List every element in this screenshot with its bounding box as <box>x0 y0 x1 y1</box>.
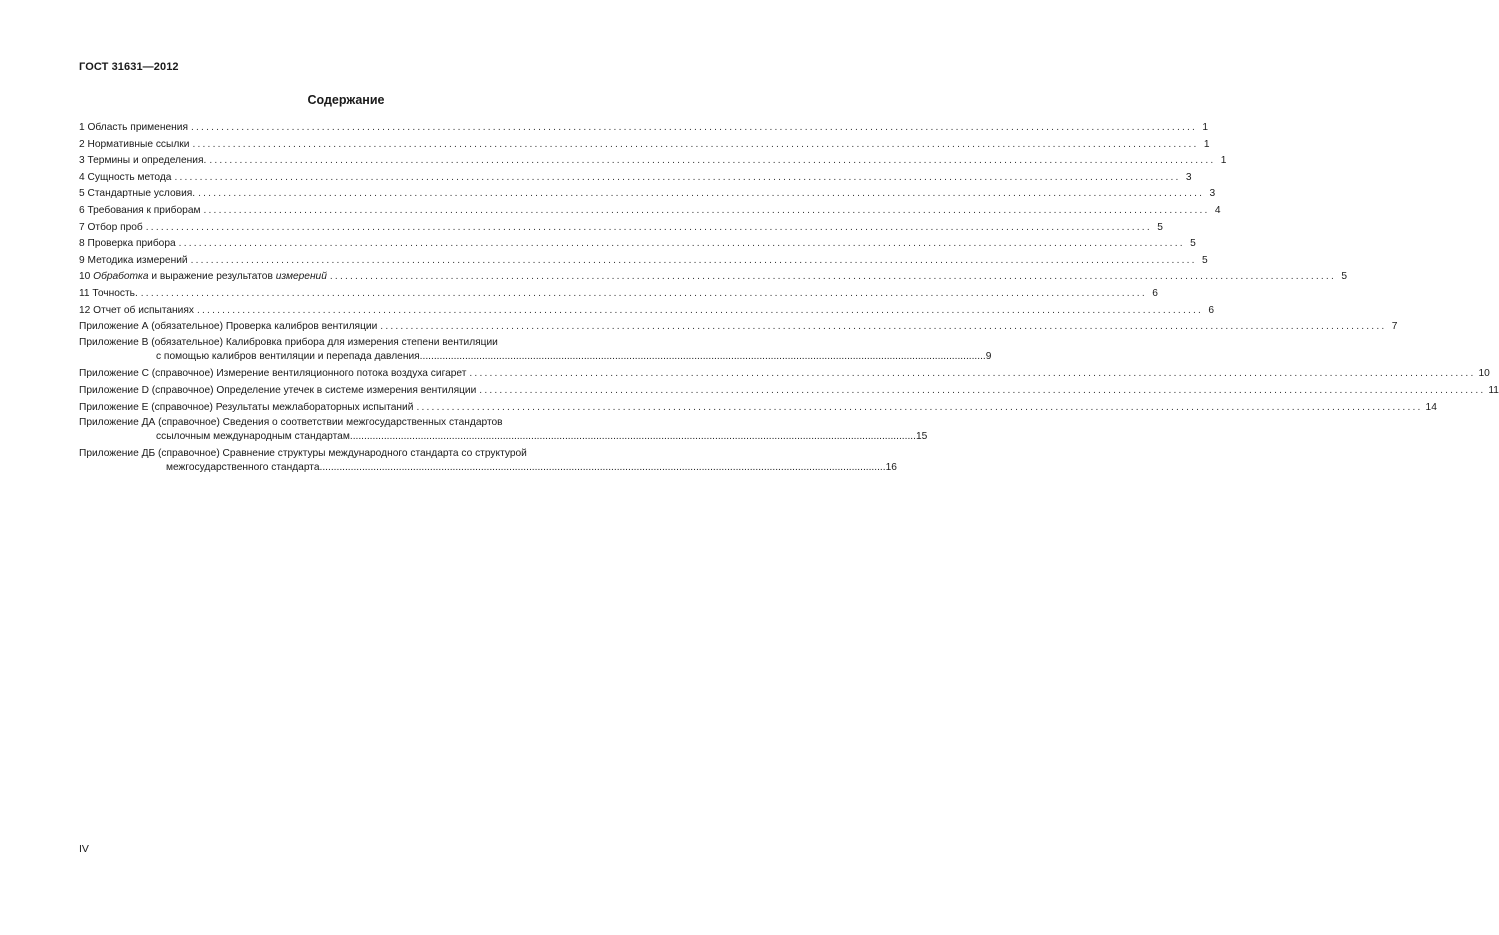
toc-entry-label-line2: ссылочным международным стандартам <box>156 431 350 443</box>
toc-leader-dots: ........................................................................................................................................................................................................ <box>329 271 1336 283</box>
toc-entry-page: 6 <box>1152 287 1158 299</box>
toc-leader-dots: ........................................................................................................................................................................................................ <box>190 122 1198 133</box>
page-title: Содержание <box>307 93 385 107</box>
toc-entry-1[interactable] <box>79 120 1209 137</box>
toc-entry-label: Приложение А (обязательное) Проверка калибров вентиляции <box>79 321 378 333</box>
toc-entry-page: 5 <box>1341 271 1347 283</box>
toc-leader-dots: ........................................................................................................................................................................................................ <box>419 350 986 362</box>
toc-leader-dots: ........................................................................................................................................................................................................ <box>349 431 916 443</box>
toc-entry-page: 4 <box>1214 204 1221 216</box>
toc-entry-page: 1 <box>1202 122 1209 133</box>
toc-entry-11[interactable] <box>79 286 1158 303</box>
label-part: и выражение результатов <box>148 271 276 283</box>
label-part-italic: Обработка <box>93 271 149 283</box>
toc-entry-page: 14 <box>1425 401 1437 413</box>
toc-entry-label: 12 Отчет об испытаниях <box>79 304 194 316</box>
toc-leader-dots: ........................................................................................................................................................................................................ <box>203 204 1210 216</box>
toc-leader-dots: ........................................................................................................................................................................................................ <box>192 138 1199 150</box>
toc-entry-appendix-c[interactable] <box>79 366 1490 383</box>
toc-leader-dots: ........................................................................................................................................................................................................ <box>209 155 1216 167</box>
toc-entry-page: 9 <box>985 350 992 362</box>
document-header-standard: ГОСТ 31631—2012 <box>79 61 179 73</box>
toc-leader-dots: ........................................................................................................................................................................................................ <box>190 254 1197 266</box>
toc-entry-page: 16 <box>885 461 897 473</box>
toc-entry-label: 8 Проверка прибора <box>79 238 176 250</box>
toc-entry-3[interactable] <box>79 153 1227 170</box>
toc-entry-page: 1 <box>1220 155 1227 167</box>
toc-leader-dots: ........................................................................................................................................................................................................ <box>196 304 1204 316</box>
toc-entry-9[interactable] <box>79 253 1208 270</box>
toc-entry-2[interactable] <box>79 137 1210 154</box>
toc-entry-label: 2 Нормативные ссылки <box>79 138 190 150</box>
toc-entry-label <box>79 269 327 286</box>
toc-entry-label: 11 Точность. <box>79 287 138 299</box>
toc-leader-dots: ........................................................................................................................................................................................................ <box>140 287 1147 299</box>
label-part: 10 <box>79 271 94 283</box>
toc-entry-appendix-da[interactable] <box>79 416 928 444</box>
toc-entry-page: 3 <box>1185 171 1192 183</box>
toc-entry-appendix-d[interactable] <box>79 383 1499 400</box>
toc-entry-7[interactable] <box>79 220 1163 237</box>
toc-entry-5[interactable] <box>79 186 1216 203</box>
toc-entry-page: 6 <box>1208 304 1215 316</box>
toc-entry-label-line2: с помощью калибров вентиляции и перепада давления <box>156 350 420 362</box>
toc-entry-label: 5 Стандартные условия. <box>79 188 196 200</box>
toc-entry-8[interactable] <box>79 236 1196 253</box>
toc-leader-dots: ........................................................................................................................................................................................................ <box>416 401 1423 413</box>
toc-entry-label-line1: Приложение ДБ (справочное) Сравнение структуры международного стандарта со структурой <box>79 447 527 459</box>
toc-entry-label: 4 Сущность метода <box>79 171 172 183</box>
toc-leader-dots: ........................................................................................................................................................................................................ <box>479 384 1486 396</box>
toc-entry-page: 11 <box>1488 384 1499 396</box>
page-number-footer: IV <box>79 843 89 855</box>
toc-leader-dots: ........................................................................................................................................................................................................ <box>178 238 1185 250</box>
toc-entry-label: 9 Методика измерений <box>79 254 188 266</box>
toc-entry-label-line1: Приложение В (обязательное) Калибровка прибора для измерения степени вентиляции <box>79 336 498 348</box>
toc-entry-12[interactable] <box>79 303 1215 320</box>
toc-entry-label-line2: межгосударственного стандарта <box>166 461 320 473</box>
toc-entry-label: Приложение С (справочное) Измерение вентиляционного потока воздуха сигарет <box>79 368 467 380</box>
toc-entry-label: 1 Область применения <box>79 122 188 133</box>
toc-entry-6[interactable] <box>79 203 1221 220</box>
toc-entry-label-line1: Приложение ДА (справочное) Сведения о соответствии межгосударственных стандартов <box>79 417 503 429</box>
toc-entry-appendix-b[interactable] <box>79 336 992 364</box>
toc-entry-label: 6 Требования к приборам <box>79 204 201 216</box>
toc-leader-dots: ........................................................................................................................................................................................................ <box>145 221 1152 233</box>
toc-entry-page: 1 <box>1203 138 1210 150</box>
toc-entry-label: Приложение Е (справочное) Результаты межлабораторных испытаний <box>79 401 414 413</box>
toc-entry-page: 5 <box>1190 238 1196 250</box>
toc-entry-page: 10 <box>1478 368 1490 380</box>
toc-leader-dots: ........................................................................................................................................................................................................ <box>198 188 1205 200</box>
toc-entry-label: Приложение D (справочное) Определение утечек в системе измерения вентиляции <box>79 384 477 396</box>
toc-leader-dots: ........................................................................................................................................................................................................ <box>469 368 1476 380</box>
toc-entry-page: 15 <box>915 431 928 443</box>
toc-leader-dots: ........................................................................................................................................................................................................ <box>319 461 886 473</box>
toc-entry-appendix-a[interactable] <box>79 319 1398 336</box>
toc-entry-4[interactable] <box>79 170 1192 187</box>
toc-entry-page: 3 <box>1209 188 1216 200</box>
toc-entry-10[interactable] <box>79 269 1347 286</box>
toc-entry-label: 7 Отбор проб <box>79 221 143 233</box>
toc-entry-page: 7 <box>1391 321 1398 333</box>
toc-leader-dots: ........................................................................................................................................................................................................ <box>380 321 1387 333</box>
toc-entry-appendix-db[interactable] <box>79 447 897 475</box>
toc-entry-page: 5 <box>1157 221 1163 233</box>
table-of-contents <box>79 120 1499 477</box>
toc-entry-label: 3 Термины и определения. <box>79 155 207 167</box>
toc-entry-appendix-e[interactable] <box>79 400 1437 417</box>
toc-entry-page: 5 <box>1202 254 1208 266</box>
label-part-italic: измерений <box>275 271 327 283</box>
toc-leader-dots: ........................................................................................................................................................................................................ <box>174 171 1181 183</box>
